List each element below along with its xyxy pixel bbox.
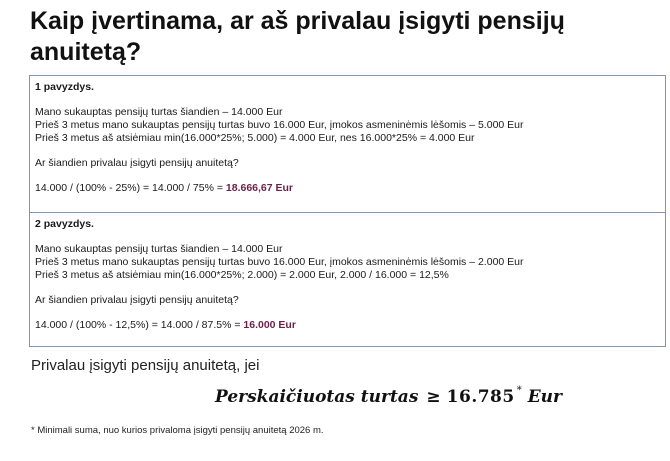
formula-lhs: Perskaičiuotas turtas [215, 387, 419, 407]
formula-operator: ≥ [426, 387, 441, 407]
formula-unit: Eur [527, 387, 562, 407]
example-1-line: Prieš 3 metus mano sukauptas pensijų turtas buvo 16.000 Eur, įmokos asmeninėmis lėšomis – 5.000 Eur [35, 119, 524, 131]
example-1-calc-result: 18.666,67 Eur [225, 182, 294, 194]
example-2-calculation [35, 319, 665, 332]
example-2-line: Prieš 3 metus mano sukauptas pensijų turtas buvo 16.000 Eur, įmokos asmeninėmis lėšomis – 2.000 Eur [35, 256, 524, 268]
formula-footnote-marker: * [516, 385, 522, 396]
example-2-calc-prefix: 14.000 / (100% - 12,5%) = 14.000 / 87.5% = [35, 319, 244, 331]
example-1-box [29, 75, 666, 213]
footnote: * Minimali suma, nuo kurios privaloma įsigyti pensijų anuitetą 2026 m. [31, 425, 324, 436]
example-1-calc-prefix: 14.000 / (100% - 25%) = 14.000 / 75% = [35, 182, 226, 194]
example-1-question: Ar šiandien privalau įsigyti pensijų anuitetą? [35, 157, 239, 169]
example-1-calculation [35, 182, 665, 195]
example-2-calc-result: 16.000 Eur [243, 319, 296, 331]
example-2-line: Prieš 3 metus aš atsiėmiau min(16.000*25%; 2.000) = 2.000 Eur, 2.000 / 16.000 = 12,5% [35, 269, 449, 281]
condition-text: Privalau įsigyti pensijų anuitetą, jei [31, 357, 260, 374]
formula-value: 16.785 [446, 387, 515, 407]
example-1-heading: 1 pavyzdys. [35, 81, 94, 93]
example-1-line: Mano sukauptas pensijų turtas šiandien – 14.000 Eur [35, 106, 283, 118]
example-2-heading: 2 pavyzdys. [35, 218, 94, 230]
example-2-question: Ar šiandien privalau įsigyti pensijų anuitetą? [35, 294, 239, 306]
example-2-box [29, 212, 666, 347]
example-1-line: Prieš 3 metus aš atsiėmiau min(16.000*25%; 5.000) = 4.000 Eur, nes 16.000*25% = 4.000 Eur [35, 132, 475, 144]
example-2-line: Mano sukauptas pensijų turtas šiandien – 14.000 Eur [35, 243, 283, 255]
page-title: Kaip įvertinama, ar aš privalau įsigyti pensijų anuitetą? [30, 7, 565, 66]
threshold-formula [215, 385, 562, 407]
